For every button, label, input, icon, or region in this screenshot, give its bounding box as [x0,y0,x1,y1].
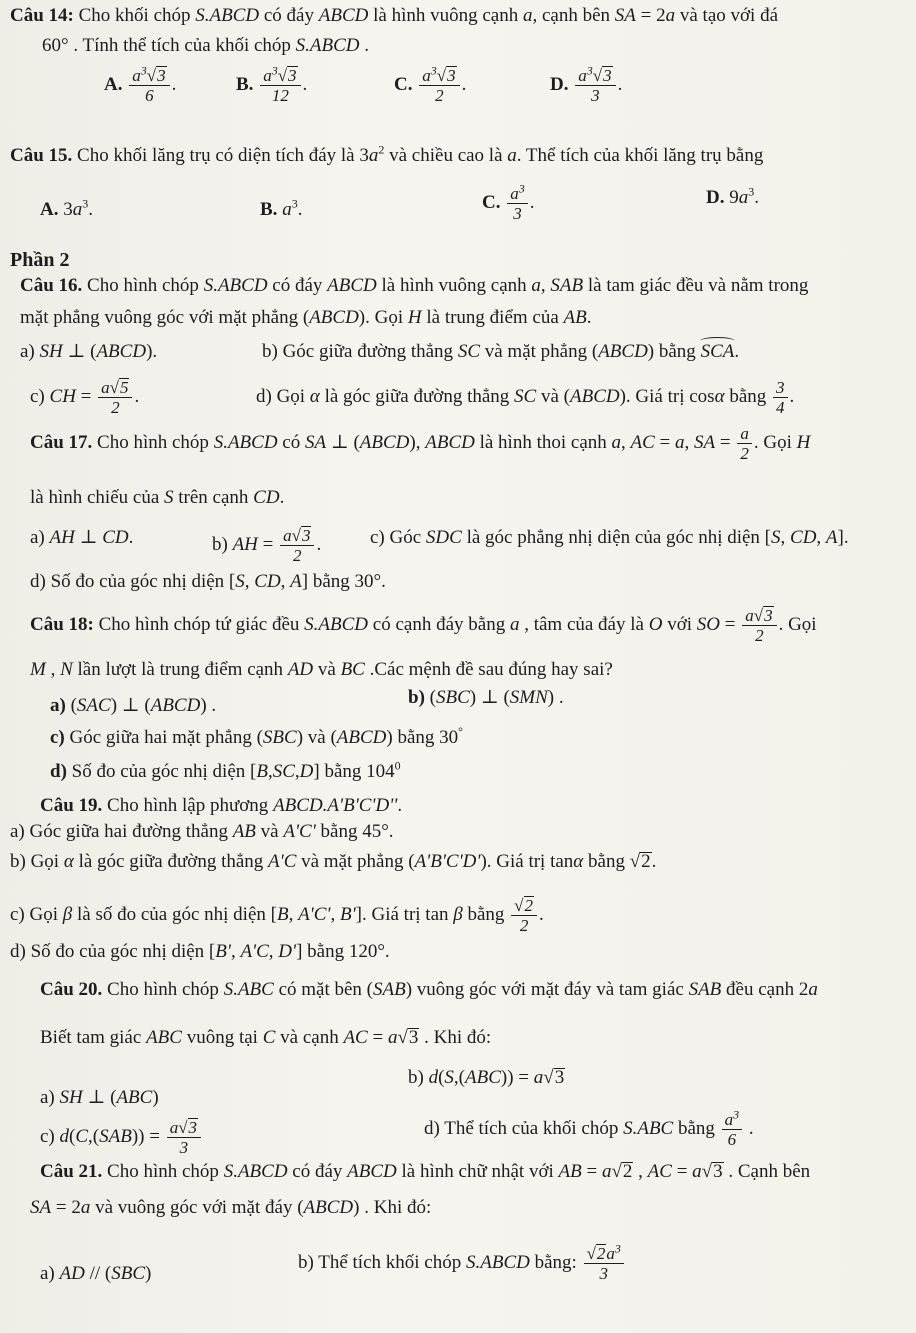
q21-label: Câu 21. [40,1161,103,1182]
q21-statement-a: a) AD // (SBC) [40,1263,152,1284]
q20-label: Câu 20. [40,979,103,1000]
q19-statement-a: a) Góc giữa hai đường thẳng AB và A'C' bằng 45°. [10,821,394,842]
q14-option-b: B. $\frac{a^3√3}{12}$ . [236,63,308,105]
q16-statement-d: d) Gọi α là góc giữa đường thẳng SC và (ABCD). Giá trị cosα bằng $\frac{3}{4}$ . [256,378,795,417]
q16-label: Câu 16. [20,275,83,296]
q17-line-1: Câu 17. Cho hình chóp S.ABCD có SA ⊥ (ABCD), ABCD là hình thoi cạnh a, AC = a, SA = $\frac{a}{2}$ . Gọi H [30,424,811,463]
q21-line-2: SA = 2a và vuông góc với mặt đáy (ABCD) . Khi đó: [30,1197,432,1218]
q20-statement-b: b) d(S,(ABC)) = a√3 [408,1067,565,1088]
q17-statement-d: d) Số đo của góc nhị diện [S, CD, A] bằng 30°. [30,571,386,592]
q17-statement-a: a) AH ⊥ CD. [30,527,134,548]
q14-option-a: A. $\frac{a^3√3}{6}$ . [104,63,177,105]
option-c-label: C. [394,73,413,95]
q14-line-1: Câu 14: Cho khối chóp S.ABCD có đáy ABCD là hình vuông cạnh a, cạnh bên SA = 2a và tạo với đá [10,5,779,26]
q20-statement-d: d) Thể tích của khối chóp S.ABC bằng $\frac{a^3}{6}$ . [424,1107,754,1149]
q20-statement-c: c) d(C,(SAB)) = $\frac{a√3}{3}$ [40,1118,203,1157]
q21-statement-b: b) Thể tích khối chóp S.ABCD bằng: $\frac{√2a^3}{3}$ [298,1244,626,1283]
q19-label: Câu 19. [40,795,103,816]
q18-statement-d: d) Số đo của góc nhị diện [B,SC,D] bằng $104^0$ [50,758,401,782]
q17-line-2: là hình chiếu của S trên cạnh CD. [30,487,285,508]
q18-line-2: M , N lần lượt là trung điểm cạnh AD và BC .Các mệnh đề sau đúng hay sai? [30,659,613,680]
q15-label: Câu 15. [10,145,73,166]
q18-statement-b: b) (SBC) ⊥ (SMN) . [408,687,564,708]
part2-label: Phần 2 [10,249,70,271]
option-c-label: C. [482,191,501,213]
q16-statement-a: a) SH ⊥ (ABCD). [20,341,158,362]
option-a-label: A. [40,199,59,220]
q15-option-d: D. $9a^3$. [706,184,759,208]
q14-option-d: D. $\frac{a^3√3}{3}$ . [550,63,623,105]
q14-label: Câu 14: [10,5,74,26]
option-a-value: $\frac{a^3√3}{6}$ [129,66,169,105]
q20-line-2: Biết tam giác ABC vuông tại C và cạnh AC = a√3 . Khi đó: [40,1027,492,1048]
option-b-label: B. [260,199,278,220]
option-c-value: $\frac{a^3√3}{2}$ [419,66,459,105]
option-b-label: B. [236,73,254,95]
q15-option-b: B. $a^3$. [260,196,303,220]
q14-option-c: C. $\frac{a^3√3}{2}$ . [394,63,467,105]
q17-label: Câu 17. [30,431,93,453]
q19-statement-d: d) Số đo của góc nhị diện [B', A'C, D'] bằng 120°. [10,941,390,962]
q20-statement-a: a) SH ⊥ (ABC) [40,1087,159,1108]
q16-statement-c: c) CH = $\frac{a√5}{2}$ . [30,378,140,417]
option-a-label: A. [104,73,123,95]
option-b-value: $\frac{a^3√3}{12}$ [260,66,300,105]
q14-line-2: 60° . Tính thể tích của khối chóp S.ABCD . [42,35,370,56]
option-d-value: $\frac{a^3√3}{3}$ [575,66,615,105]
q20-line-1: Câu 20. Cho hình chóp S.ABC có mặt bên (SAB) vuông góc với mặt đáy và tam giác SAB đều cạnh 2a [40,979,818,1000]
q15-option-a: A. $3a^3$. [40,196,93,220]
q15-option-c: C. $\frac{a^3}{3}$ . [482,181,535,223]
option-d-label: D. [706,187,725,208]
q18-label: Câu 18: [30,613,94,635]
q19-line-1: Câu 19. Cho hình lập phương ABCD.A'B'C'D''. [40,795,403,816]
q16-line-2: mặt phẳng vuông góc với mặt phẳng (ABCD). Gọi H là trung điểm của AB. [20,307,592,328]
q18-line-1: Câu 18: Cho hình chóp tứ giác đều S.ABCD có cạnh đáy bằng a , tâm của đáy là O với SO = $\frac{a√3}{2}$ . Gọi [30,606,817,645]
q17-statement-b: b) AH = $\frac{a√3}{2}$ . [212,526,322,565]
q18-statement-a: a) (SAC) ⊥ (ABCD) . [50,695,217,716]
q17-statement-c: c) Góc SDC là góc phẳng nhị diện của góc nhị diện [S, CD, A]. [370,527,849,548]
q16-statement-b: b) Góc giữa đường thẳng SC và mặt phẳng (ABCD) bằng SCA. [262,341,740,362]
q19-statement-b: b) Gọi α là góc giữa đường thẳng A'C và mặt phẳng (A'B'C'D'). Giá trị tanα bằng √2. [10,851,657,872]
q21-line-1: Câu 21. Cho hình chóp S.ABCD có đáy ABCD là hình chữ nhật với AB = a√2 , AC = a√3 . Cạnh bên [40,1161,811,1182]
option-d-label: D. [550,73,569,95]
q18-statement-c: c) Góc giữa hai mặt phẳng (SBC) và (ABCD) bằng 30° [50,724,463,748]
q19-statement-c: c) Gọi β là số đo của góc nhị diện [B, A'C', B']. Giá trị tan β bằng $\frac{√2}{2}$ . [10,896,544,935]
q15-line-1: Câu 15. Cho khối lăng trụ có diện tích đáy là $3a^2$ và chiều cao là a. Thể tích của khối lăng trụ bằng [10,142,764,166]
q16-line-1: Câu 16. Cho hình chóp S.ABCD có đáy ABCD là hình vuông cạnh a, SAB là tam giác đều và nằm trong [20,275,809,296]
section-title [10,248,69,272]
